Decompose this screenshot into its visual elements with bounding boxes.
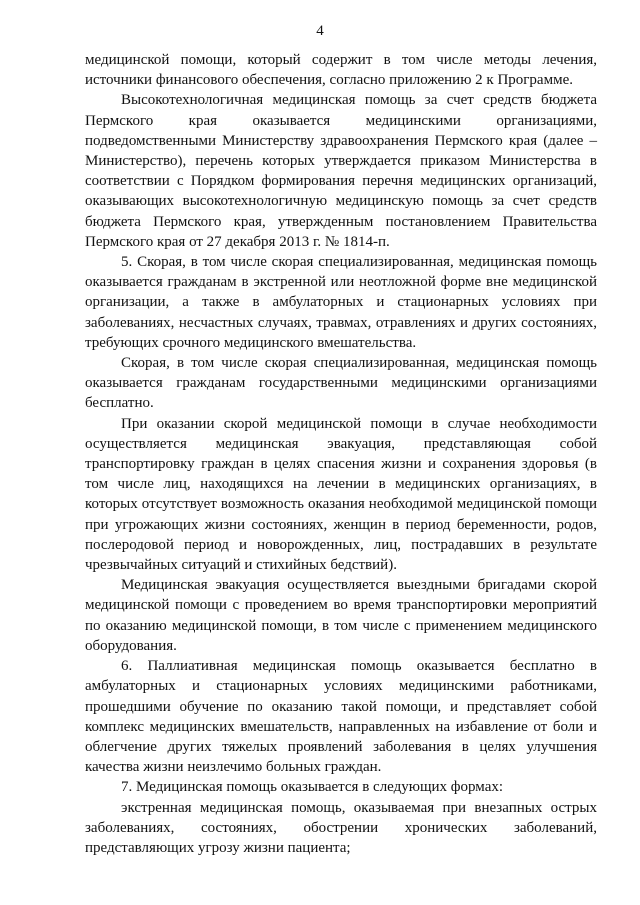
paragraph-medical-evacuation: При оказании скорой медицинской помощи в случае необходимости осуществляется медицинская эвакуация, представляющая собой транспортировку граждан в целях спасения жизни и сохранения здоровья (в том числе лиц, находящихся на лечении в медицинских организациях, в которых отсутствует возможность оказания необходимой медицинской помощи при угрожающих жизни состояниях, женщин в период беременности, родов, послеродовой период и новорожденных, лиц, пострадавших в результате чрезвычайных ситуаций и стихийных бедствий). [85, 415, 597, 574]
paragraph-palliative-care: 6. Паллиативная медицинская помощь оказывается бесплатно в амбулаторных и стационарных условиях медицинскими работниками, прошедшими обучение по оказанию такой помощи, и представляет собой комплекс медицинских вмешательств, направленных на избавление от боли и облегчение других тяжелых проявлений заболевания в целях улучшения качества жизни неизлечимо больных граждан. [85, 658, 597, 776]
page-number: 4 [316, 23, 324, 39]
paragraph-care-forms: 7. Медицинская помощь оказывается в следующих формах: [121, 779, 504, 796]
paragraph-emergency-care: 5. Скорая, в том числе скорая специализированная, медицинская помощь оказывается гражданам в экстренной или неотложной форме вне медицинской организации, а также в амбулаторных и стационарных условиях при заболеваниях, несчастных случаях, травмах, отравлениях и других состояниях, требующих срочного медицинского вмешательства. [85, 254, 597, 351]
paragraph-emergency-free: Скорая, в том числе скорая специализированная, медицинская помощь оказывается гражданам государственными медицинскими организациями бесплатно. [85, 355, 597, 412]
paragraph-high-tech-care: Высокотехнологичная медицинская помощь за счет средств бюджета Пермского края оказывается медицинскими организациями, подведомственными Министерству здравоохранения Пермского края (далее – Министерство), перечень которых утверждается приказом Министерства в соответствии с Порядком формирования перечня медицинских организаций, оказывающих высокотехнологичную медицинскую помощь за счет средств бюджета Пермского края, утвержденным постановлением Правительства Пермского края от 27 декабря 2013 г. № 1814-п. [85, 92, 597, 250]
paragraph-evacuation-teams: Медицинская эвакуация осуществляется выездными бригадами скорой медицинской помощи с проведением во время транспортировки мероприятий по оказанию медицинской помощи, в том числе с применением медицинского оборудования. [85, 577, 597, 654]
paragraph-urgent-form: экстренная медицинская помощь, оказываемая при внезапных острых заболеваниях, состояниях, обострении хронических заболеваний, представляющих угрозу жизни пациента; [85, 799, 597, 856]
paragraph-continued: медицинской помощи, который содержит в том числе методы лечения, источники финансового обеспечения, согласно приложению 2 к Программе. [85, 52, 597, 89]
document-body [85, 50, 597, 858]
